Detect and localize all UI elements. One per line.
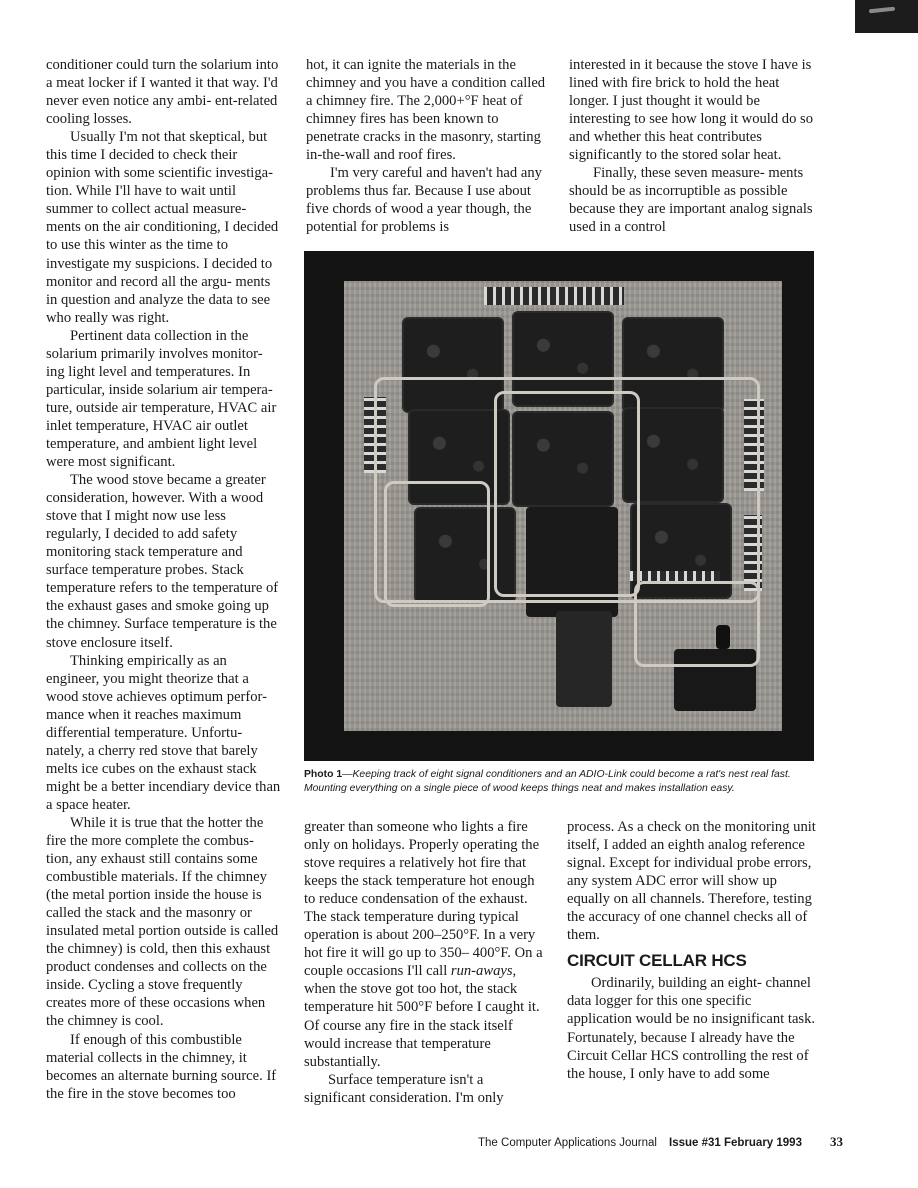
paragraph: While it is true that the hotter the fire the more complete the combus- tion, any exhaust still contains some combustible materials. If the chimney (the metal portion inside the house is called the stack and the masonry or insulated metal portion outside is called the chimney) is cold, then this exhaust product condenses and collects on the inside. Cycling a stove frequently creates more of these occasions when the chimney is cool. [46,814,279,1030]
column-3-bottom [567,818,817,1083]
paragraph [304,818,548,1071]
paragraph: Finally, these seven measure- ments should be as incorruptible as possible because they are important analog signals used in a control [569,165,813,236]
section-heading: CIRCUIT CELLAR HCS [567,951,747,971]
paragraph: hot, it can ignite the materials in the chimney and you have a condition called a chimney fire. The 2,000+°F heat of chimney fires has been known to penetrate cracks in the masonry, starting in-the-wall and roof fires. [306,57,546,164]
paragraph: Pertinent data collection in the solarium primarily involves monitor- ing light level and temperatures. In particular, inside solarium air tempera- ture, outside air temperature, HVAC air inlet temperature, HVAC air outlet temperature, and ambient light level were most significant. [46,327,277,471]
paragraph: interested in it because the stove I have is lined with fire brick to hold the heat longer. I just thought it would be interesting to see how long it would do so and whether this heat contributes significantly to the stored solar heat. [569,57,814,164]
paragraph: I'm very careful and haven't had any problems thus far. Because I use about five chords of wood a year though, the potential for problems is [306,165,542,236]
text-run: , when the stove got too hot, the stack temperature hit 500°F before I caught it. Of course any fire in the stack itself would increase that temperature substantially. [304,963,540,1070]
column-2-top [306,56,546,236]
emphasis: run-aways [450,963,513,980]
column-3-top [569,56,819,236]
column-2-bottom [304,818,548,1107]
journal-name: The Computer Applications Journal [478,1137,657,1149]
page-footer [478,1134,843,1150]
column-1 [46,56,282,1103]
page-number: 33 [829,1134,843,1149]
photo-caption [304,768,816,796]
wood-mounting-board [344,281,782,731]
paragraph: Thinking empirically as an engineer, you might theorize that a wood stove achieves optimum perfor- mance when it reaches maximum differential temperature. Unfortu- nately, a cherry red stove that barely melts ice cubes on the exhaust stack might be a better incendiary device than a space heater. [46,652,281,813]
text-run: greater than someone who lights a fire only on holidays. Properly operating the stove requires a relatively hot fire that keeps the stack temperature hot enough to reduce condensation of the exhaust. The stack temperature during typical operation is about 200–250°F. In a very hot fire it will go up to 350– 400°F. On a couple occasions I'll call [304,819,543,980]
caption-label: Photo 1 [304,769,343,780]
paragraph: Surface temperature isn't a significant consideration. I'm only [304,1071,504,1106]
paragraph: process. As a check on the monitoring unit itself, I added an eighth analog reference signal. Except for individual probe errors, any system ADC error will show up equally on all channels. Therefore, testing the accuracy of one channel checks all of them. [567,819,816,944]
paragraph: If enough of this combustible material collects in the chimney, it becomes an alternate burning source. If the fire in the stove becomes too [46,1031,277,1102]
paragraph: Usually I'm not that skeptical, but this time I decided to check their opinion with some scientific investiga- tion. While I'll have to wait until summer to collect actual measure- ments on the air conditioning, I decided to use this winter as the time to investigate my suspicions. I decided to monitor and record all the argu- ments in question and analyze the data to see who really was right. [46,129,279,326]
photo-circuit-boards [304,251,814,761]
paragraph: Ordinarily, building an eight- channel data logger for this one specific application would be no insignificant task. Fortunately, because I already have the Circuit Cellar HCS controlling the rest of the house, I only have to add some [567,975,816,1082]
caption-text: —Keeping track of eight signal conditioners and an ADIO-Link could become a rat's nest real fast. Mounting everything on a single piece of wood keeps things neat and makes installation easy. [304,769,791,794]
paragraph: conditioner could turn the solarium into a meat locker if I wanted it that way. I'd never even notice any ambi- ent-related cooling losses. [46,57,279,128]
paragraph: The wood stove became a greater consideration, however. With a wood stove that I might now use less regularly, I decided to add safety monitoring stack temperature and surface temperature probes. Stack temperature refers to the temperature of the exhaust gases and smoke going up the chimney. Surface temperature is the stove enclosure itself. [46,472,279,651]
corner-tab [855,0,918,33]
issue-info: Issue #31 February 1993 [669,1137,802,1149]
